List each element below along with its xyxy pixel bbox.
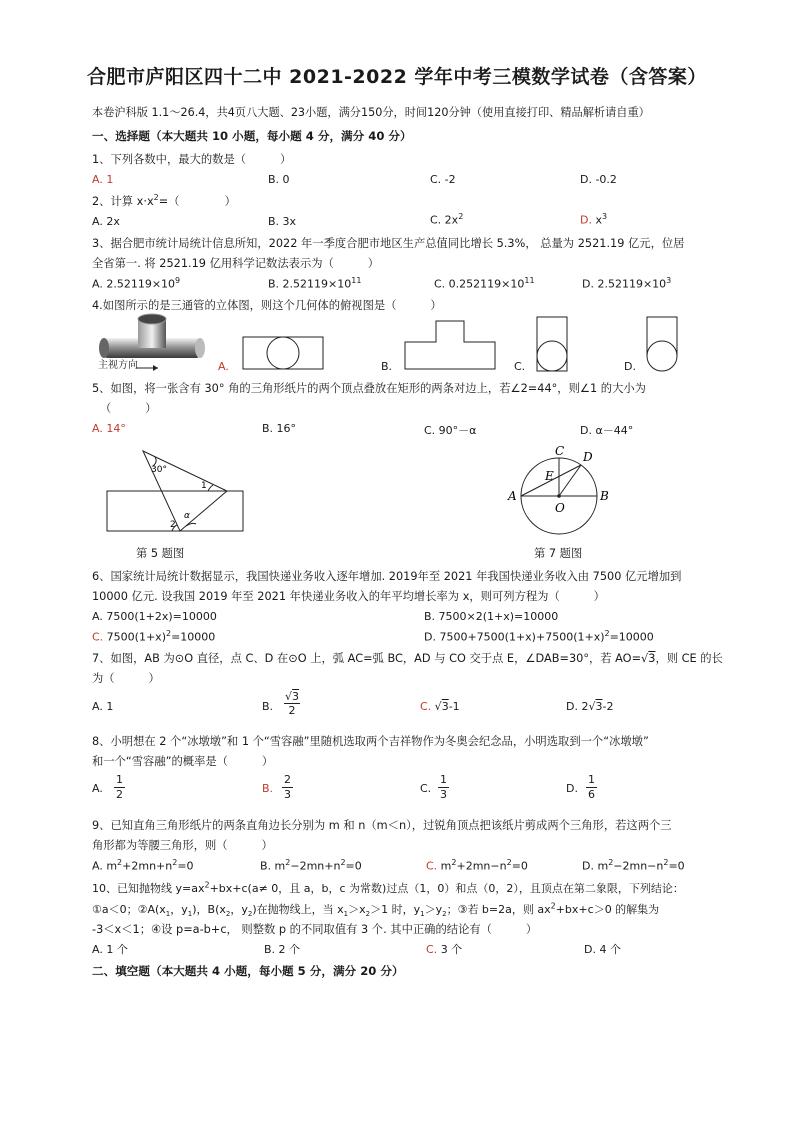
q9-line1: 9、已知直角三角形纸片的两条直角边长分别为 m 和 n（m＜n），过锐角顶点把该纸片剪成两个三角形，若这两个三 <box>92 819 672 832</box>
q7-line1: 7、如图，AB 为⊙O 直径，点 C、D 在⊙O 上，弧 AC=弧 BC，AD 与 CO 交于点 E，∠DAB=30°，若 AO=√3，则 CE 的长 <box>92 652 723 665</box>
q9-option-d: D. $m^2-2mn-n^2=0$ <box>582 858 685 873</box>
q4-option-d-figure <box>644 314 680 374</box>
q9-option-c: C. $m^2+2mn-n^2=0$ <box>426 858 528 873</box>
q8-option-d-fraction: 1 6 <box>588 773 595 801</box>
q1-option-d: D. -0.2 <box>580 173 617 186</box>
q10-option-b: B. 2 个 <box>264 943 301 956</box>
q8-option-c-label: C. <box>420 782 432 795</box>
q5-option-b: B. 16° <box>262 422 297 435</box>
q2-option-a: A. 2x <box>92 215 120 228</box>
q2-option-b: B. 3x <box>268 215 297 228</box>
section-1-heading: 一、选择题（本大题共 10 小题，每小题 4 分，满分 40 分） <box>92 129 412 143</box>
q9-option-b: B. $m^2-2mn+n^2=0$ <box>260 858 362 873</box>
q10-option-d: D. 4 个 <box>584 943 621 956</box>
q9-option-a: A. $m^2+2mn+n^2=0$ <box>92 858 194 873</box>
q10-line2: ①a＜0；$②A(x_1$，$y_1$)，$B(x_2$，$y_2$)在抛物线上，当 $x_1>x_2>1$ 时，$y_1>y_2$；③若 b=2a，则 $ax^2+bx+c>0$ 的解集为 <box>92 901 660 919</box>
figure-7-caption: 第 7 题图 <box>534 547 583 560</box>
q1-option-a: A. 1 <box>92 173 114 186</box>
q3-option-d: D. $2.52119\times 10^3$ <box>582 276 672 291</box>
q3-line2: 全省第一. 将 2521.19 亿用科学记数法表示为（ ） <box>92 257 380 270</box>
q7-line2: 为（ ） <box>92 672 160 685</box>
q4-option-b-label: B. <box>381 360 393 373</box>
q4-option-a-label: A. <box>218 360 229 373</box>
q4-option-a-figure <box>240 334 326 372</box>
q3-line1: 3、据合肥市统计局统计信息所知，2022 年一季度合肥市地区生产总值同比增长 5.3%， 总量为 2521.19 亿元，位居 <box>92 237 685 250</box>
q7-option-b-fraction: √3 2 <box>285 690 300 717</box>
fig5-alpha-label: α <box>184 511 190 521</box>
figure-5 <box>100 446 250 538</box>
q10-line3: -3＜x＜1；④设 p=a-b+c， 则整数 p 的不同取值有 3 个. 其中正确的结论有（ ） <box>92 923 538 936</box>
pipe-direction-label: 主视方向 <box>98 360 138 371</box>
fig5-angle-30-label: 30° <box>151 465 167 475</box>
q8-option-b-fraction: 2 3 <box>284 773 291 801</box>
q7-option-a: A. 1 <box>92 700 114 713</box>
q7-option-c: C. √3-1 <box>420 700 460 713</box>
q2-stem: 2、计算 $x\cdot x^2=$（ ） <box>92 193 236 208</box>
tee-pipe-image <box>96 312 214 374</box>
fig7-point-a: A <box>508 489 517 503</box>
q6-line2: 10000 亿元. 设我国 2019 年至 2021 年快递业务收入的年平均增长率为 x，则可列方程为（ ） <box>92 590 605 603</box>
q8-line1: 8、小明想在 2 个“冰墩墩”和 1 个“雪容融”里随机选取两个吉祥物作为冬奥会纪念品，小明选取到一个“冰墩墩” <box>92 735 649 748</box>
q8-line2: 和一个“雪容融”的概率是（ ） <box>92 755 274 768</box>
q3-option-c: C. $0.252119\times 10^{11}$ <box>434 276 535 291</box>
fig7-point-e: E <box>545 469 554 483</box>
q6-option-b: B. 7500×2(1+x)=10000 <box>424 610 559 623</box>
section-2-heading: 二、填空题（本大题共 4 小题，每小题 5 分，满分 20 分） <box>92 964 404 978</box>
q4-option-d-label: D. <box>624 360 636 373</box>
q10-line1: 10、已知抛物线 $y=ax^2+bx+c(a\ne 0$，且 a，b，c 为常数)过点（1，0）和点（0，2），且顶点在第二象限，下列结论： <box>92 880 684 895</box>
q5-line1: 5、如图，将一张含有 30° 角的三角形纸片的两个顶点叠放在矩形的两条对边上，若∠2=44°，则∠1 的大小为 <box>92 382 646 395</box>
q10-option-a: A. 1 个 <box>92 943 128 956</box>
q5-option-c: C. 90°－α <box>424 424 477 437</box>
q8-option-c-fraction: 1 3 <box>440 773 447 801</box>
q4-option-c-figure <box>534 314 570 374</box>
fig7-point-o: O <box>555 501 565 515</box>
intro-text: 本卷沪科版 1.1～26.4，共4页八大题、23小题，满分150分，时间120分钟（使用直接打印、精品解析请自重） <box>92 106 650 119</box>
q3-option-b: B. $2.52119\times 10^{11}$ <box>268 276 362 291</box>
q8-option-a-label: A. <box>92 782 103 795</box>
q6-option-d: D. $7500+7500(1+x)+7500(1+x)^2=10000$ <box>424 629 654 644</box>
q1-stem: 1、下列各数中，最大的数是（ ） <box>92 153 292 166</box>
q3-option-a: A. $2.52119\times 10^9$ <box>92 276 181 291</box>
q2-option-d: D. $x^3$ <box>580 212 608 227</box>
q5-line2: （ ） <box>100 402 157 415</box>
q7-option-b-label: B. <box>262 700 274 713</box>
q10-option-c: C. 3 个 <box>426 943 463 956</box>
figure-5-caption: 第 5 题图 <box>136 547 185 560</box>
q5-option-a: A. 14° <box>92 422 126 435</box>
page-title: 合肥市庐阳区四十二中 2021-2022 学年中考三模数学试卷（含答案） <box>87 66 707 88</box>
fig7-point-d: D <box>583 450 593 464</box>
q9-line2: 角形都为等腰三角形，则（ ） <box>92 839 273 852</box>
q1-option-b: B. 0 <box>268 173 290 186</box>
q7-option-d: D. 2√3-2 <box>566 700 614 713</box>
q6-line1: 6、国家统计局统计数据显示，我国快递业务收入逐年增加. 2019年至 2021 年我国快递业务收入由 7500 亿元增加到 <box>92 570 682 583</box>
q2-option-c: C. $2x^2$ <box>430 212 464 227</box>
q4-option-c-label: C. <box>514 360 526 373</box>
fig5-angle-1-label: 1 <box>201 481 207 491</box>
fig7-point-b: B <box>600 489 609 503</box>
q5-option-d: D. α－44° <box>580 424 634 437</box>
q1-option-c: C. -2 <box>430 173 456 186</box>
q4-option-b-figure <box>402 318 498 372</box>
q4-stem: 4.如图所示的是三通管的立体图，则这个几何体的俯视图是（ ） <box>92 299 442 312</box>
q8-option-d-label: D. <box>566 782 578 795</box>
fig5-angle-2-label: 2 <box>170 520 176 530</box>
q6-option-a: A. 7500(1+2x)=10000 <box>92 610 217 623</box>
figure-7 <box>505 440 615 540</box>
q8-option-b-label: B. <box>262 782 274 795</box>
fig7-point-c: C <box>555 444 565 458</box>
q6-option-c: C. $7500(1+x)^2=10000$ <box>92 629 216 644</box>
q8-option-a-fraction: 1 2 <box>116 773 123 801</box>
